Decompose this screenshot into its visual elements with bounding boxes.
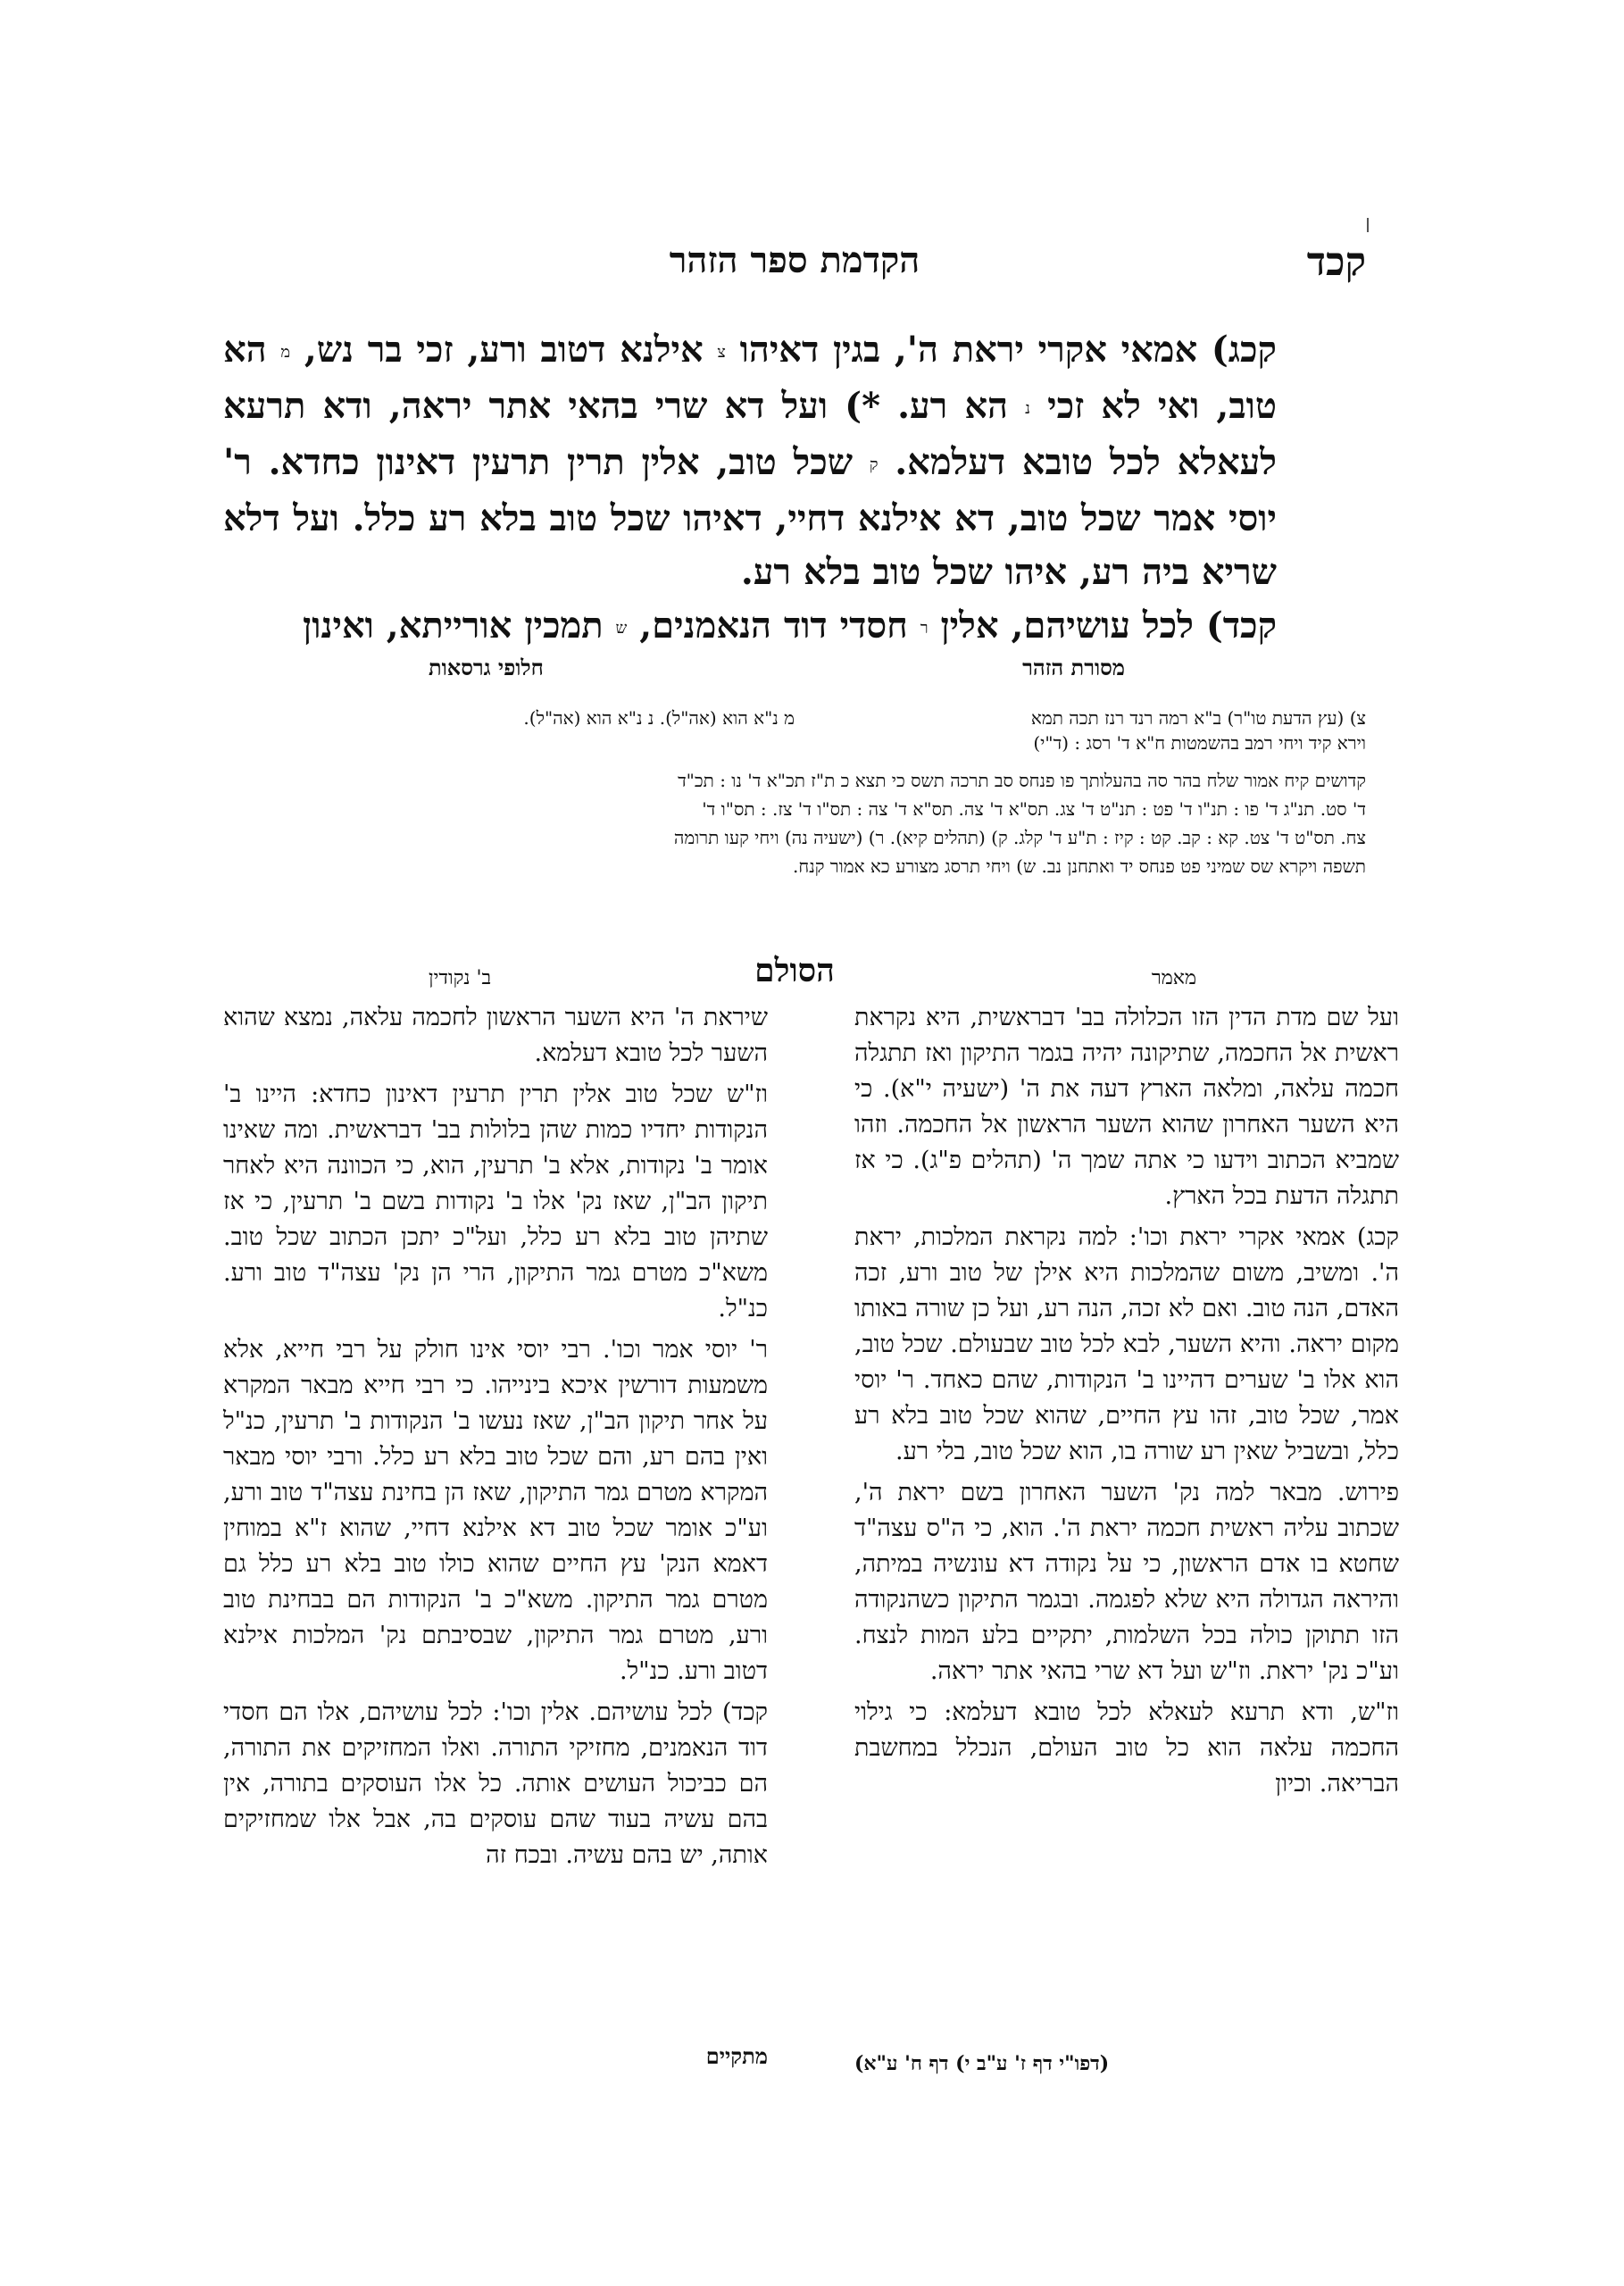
reference-mark: ש [615,619,628,638]
catchword: מתקיים [705,2043,768,2069]
section-label: מאמר [1151,967,1196,989]
main-paragraph-123 [223,323,1277,599]
sulam-header [223,952,1366,1000]
chilufei-line: מ נ"א הוא (אה"ל). נ נ"א הוא (אה"ל). [523,707,795,729]
page-header [223,239,1366,302]
reference-mark: ר [920,619,929,638]
main-text-segment: קכד) לכל עושיהם, אלין [940,605,1277,647]
running-title: הקדמת ספר הזהר [669,239,920,281]
main-text-segment: תמכין אורייתא, ואינון [303,605,604,647]
commentary-paragraph: שיראת ה' היא השער הראשון לחכמה עלאה, נמצא שהוא השער לכל טובא דעלמא. [223,1004,768,1067]
commentary-paragraph: וז"ש, ודא תרעא לעאלא לכל טובא דעלמא: כי גילוי החכמה עלאה הוא כל טוב העולם, הנכלל במחשבת הבריאה. וכיון [854,1698,1399,1798]
sulam-left-column [223,1000,768,1879]
apparatus-references [223,766,1366,880]
reference-line: ד' סט. תנ"ג ד' פו : תנ"ו ד' פט : תנ"ט ד' צג. תס"א ד' צה. תס"א ד' צה : תס"ו ד' צז. : תס"ו ד' [702,798,1366,820]
main-text-segment: הא רע. *) ועל דא שרי בהאי אתר יראה, ודא תרעא לעאלא לכל טובא דעלמא. [223,385,1278,483]
masoret-line: צ) (עץ הדעת טו"ר) ב"א רמה רנד רנז תכה תמא [1030,707,1366,729]
commentary-paragraph: קכד) לכל עושיהם. אלין וכו': לכל עושיהם, אלו הם חסדי דוד הנאמנים, מחזיקי התורה. ואלו המחזיקים את התורה, הם כביכול העושים אותה. כל אלו העוסקים בתורה, אין בהם עשיה בעוד שהם עוסקים בה, אבל אלו שמחזיקים אותה, יש בהם עשיה. ובכח זה [223,1698,768,1869]
edge-mark [1367,218,1369,232]
reference-mark: נ [1025,399,1031,418]
apparatus-top [223,705,1366,759]
folio-reference: (דפו"י דף ז' ע"ב י) דף ח' ע"א) [854,2052,1110,2075]
reference-line: צח. תס"ט ד' צט. קא : קב. קט : קיז : ת"ע ד' קלג. ק) (תהלים קיא). ר) (ישעיה נה) ויחי קעו תרומה [673,827,1366,848]
zohar-main-text [223,323,1277,655]
section-subtitle: ב' נקודין [429,967,492,989]
main-text-segment: אילנא דטוב ורע, זכי בר נש, [304,329,704,371]
reference-mark: ק [869,455,879,474]
commentary-paragraph: וז"ש שכל טוב אלין תרין תרעין דאינון כחדא: היינו ב' הנקודות יחדיו כמות שהן בלולות בב' דבראשית. ומה שאינו אומר ב' נקודות, אלא ב' תרעין, הוא, כי הכוונה היא לאחר תיקון הב"ן, שאז נק' אלו ב' נקודות בשם ב' תרעין, כי אז שתיהן טוב בלא רע כלל, ועל"כ יתכן הכתוב שכל טוב. משא"כ מטרם גמר התיקון, הרי הן נק' עצה"ד טוב ורע. כנ"ל. [223,1080,768,1322]
masoret-line: וירא קיד ויחי רמב בהשמטות ח"א ד' רסג : (ד"י) [1033,732,1366,754]
reference-mark: מ [280,343,291,362]
main-text-segment: שכל טוב, אלין תרין תרעין דאינון כחדא. ר' יוסי אמר שכל טוב, דא אילנא דחיי, דאיהו שכל טוב בלא רע כלל. ועל דלא שריא ביה רע, איהו שכל טוב בלא רע. [223,441,1277,593]
commentary-paragraph: פירוש. מבאר למה נק' השער האחרון בשם יראת ה', שכתוב עליה ראשית חכמה יראת ה'. הוא, כי ה"ס עצה"ד שחטא בו אדם הראשון, כי על נקודה דא עונשיה במיתה, והיראה הגדולה היא שלא לפגמה. ובגמר התיקון כשהנקודה הזו תתוקן כולה בכל השלמות, יתקיים בלע המות לנצח. וע"כ נק' יראת. וז"ש ועל דא שרי בהאי אתר יראה. [854,1479,1399,1685]
main-text-segment: חסדי דוד הנאמנים, [639,605,908,647]
main-text-segment: הא טוב, ואי לא זכי [223,329,1277,427]
page-number: קכד [1306,239,1366,285]
masoret-notes [830,705,1366,755]
main-paragraph-124 [223,599,1277,655]
apparatus-titles [223,655,1366,690]
commentary-paragraph: ועל שם מדת הדין הזו הכלולה בב' דבראשית, היא נקראת ראשית אל החכמה, שתיקונה יהיה בגמר התיקון ואז תתגלה חכמה עלאה, ומלאה הארץ דעה את ה' (ישעיה י"א). כי היא השער האחרון שהוא השער הראשון אל החכמה. וזהו שמביא הכתוב וידעו כי אתה שמך ה' (תהלים פ"ג). כי אז תתגלה הדעת בכל הארץ. [854,1004,1399,1210]
commentary-paragraph: ר' יוסי אמר וכו'. רבי יוסי אינו חולק על רבי חייא, אלא משמעות דורשין איכא בינייהו. כי רבי חייא מבאר המקרא על אחר תיקון הב"ן, שאז נעשו ב' הנקודות ב' תרעין, כנ"ל ואין בהם רע, והם שכל טוב בלא רע כלל. ורבי יוסי מבאר המקרא מטרם גמר התיקון, שאז הן בחינת עצה"ד טוב ורע, וע"כ אומר שכל טוב דא אילנא דחיי, שהוא ז"א במוחין דאמא הנק' עץ החיים שהוא כולו טוב בלא רע כלל גם מטרם גמר התיקון. משא"כ ב' הנקודות הם בבחינת טוב ורע, מטרם גמר התיקון, שבסיבתם נק' המלכות אילנא דטוב ורע. כנ"ל. [223,1336,768,1685]
chilufei-notes [259,705,795,730]
sulam-title: הסולם [754,952,835,989]
masoret-title: מסורת הזהר [1022,655,1125,680]
chilufei-title: חלופי גרסאות [429,655,544,680]
reference-mark: צ [717,343,726,362]
reference-line: תשפה ויקרא שס שמיני פט פנחס יד ואתחנן נב. ש) ויחי תרסג מצורע כא אמור קנח. [793,855,1366,877]
sulam-right-column [854,1000,1399,1807]
commentary-paragraph: קכג) אמאי אקרי יראת וכו': למה נקראת המלכות, יראת ה'. ומשיב, משום שהמלכות היא אילן של טוב ורע, זכה האדם, הנה טוב. ואם לא זכה, הנה רע, ועל כן שורה באותו מקום יראה. והיא השער, לבא לכל טוב שבעולם. שכל טוב, הוא אלו ב' שערים דהיינו ב' הנקודות, שהם כאחד. ר' יוסי אמר, שכל טוב, זהו עץ החיים, שהוא שכל טוב בלא רע כלל, ובשביל שאין רע שורה בו, הוא שכל טוב, בלי רע. [854,1223,1399,1465]
reference-line: קדושים קיח אמור שלח בהר סה בהעלותך פו פנחס סב תרכה תשס כי תצא כ ת"ז תכ"א ד' נו : תכ"ד [678,770,1366,791]
main-text-segment: קכג) אמאי אקרי יראת ה', בגין דאיהו [739,329,1277,371]
